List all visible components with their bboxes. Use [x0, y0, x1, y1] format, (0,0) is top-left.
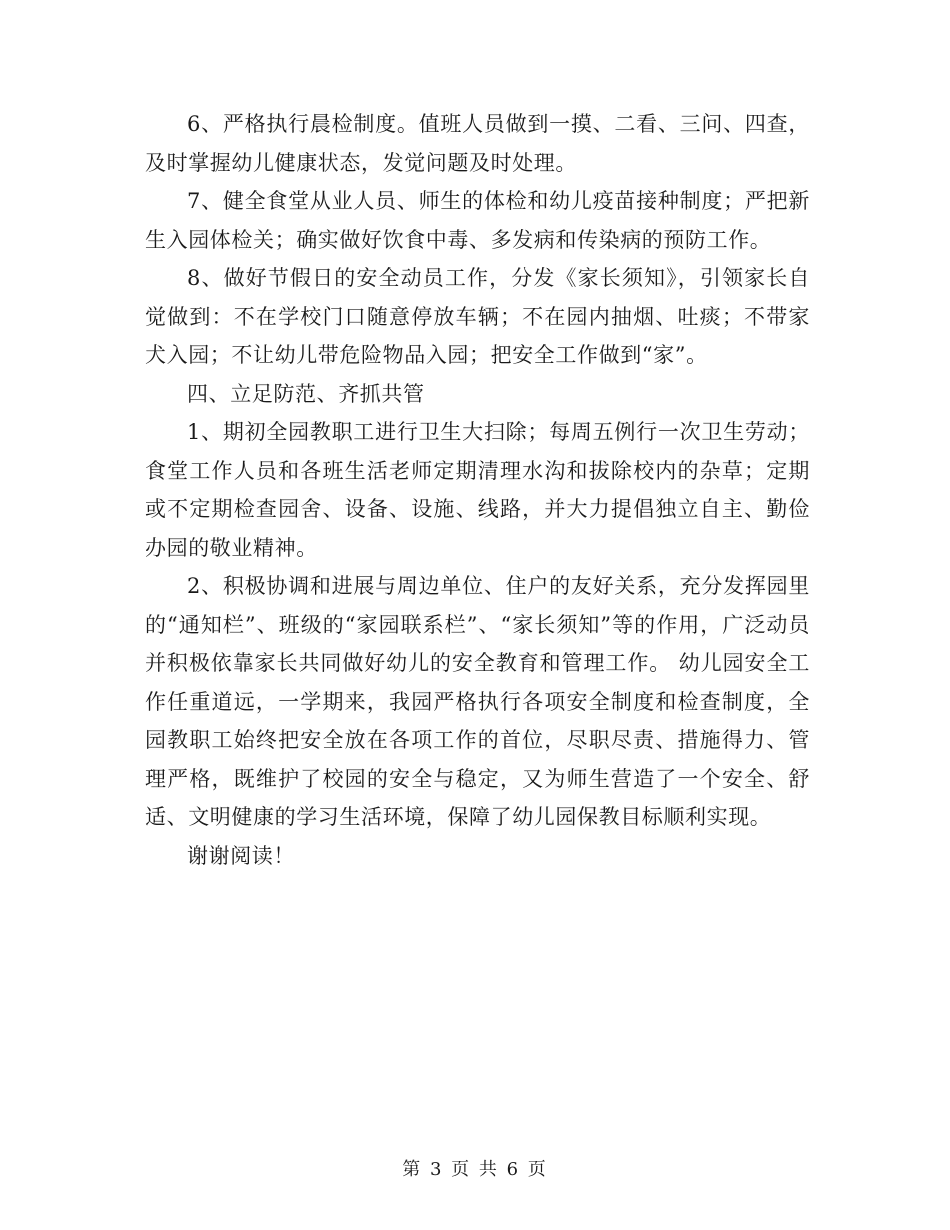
paragraph-item-6: 6、严格执行晨检制度。值班人员做到一摸、二看、三问、四查，及时掌握幼儿健康状态，发觉问题及时处理。: [145, 112, 810, 175]
document-body: [145, 105, 810, 875]
page-number-footer: 第 3 页 共 6 页: [402, 1159, 548, 1180]
paragraph-item-1: 1、期初全园教职工进行卫生大扫除；每周五例行一次卫生劳动；食堂工作人员和各班生活老师定期清理水沟和拔除校内的杂草；定期或不定期检查园舍、设备、设施、线路，并大力提倡独立自主、勤俭办园的敬业精神。: [145, 420, 810, 560]
closing-thanks: 谢谢阅读！: [187, 843, 295, 868]
paragraph-item-8: 8、做好节假日的安全动员工作，分发《家长须知》，引领家长自觉做到：不在学校门口随意停放车辆；不在园内抽烟、吐痰；不带家犬入园；不让幼儿带危险物品入园；把安全工作做到“家”。: [145, 266, 810, 367]
paragraph-item-7: 7、健全食堂从业人员、师生的体检和幼儿疫苗接种制度；严把新生入园体检关；确实做好饮食中毒、多发病和传染病的预防工作。: [145, 189, 810, 252]
section-heading-4: 四、立足防范、齐抓共管: [187, 381, 425, 406]
paragraph-item-2: 2、积极协调和进展与周边单位、住户的友好关系，充分发挥园里的“通知栏”、班级的“家园联系栏”、“家长须知”等的作用，广泛动员并积极依靠家长共同做好幼儿的安全教育和管理工作。 幼儿园安全工作任重道远，一学期来，我园严格执行各项安全制度和检查制度，全园教职工始终把安全放在各项工作的首位，尽职尽责、措施得力、管理严格，既维护了校园的安全与稳定，又为师生营造了一个安全、舒适、文明健康的学习生活环境，保障了幼儿园保教目标顺利实现。: [145, 574, 810, 829]
